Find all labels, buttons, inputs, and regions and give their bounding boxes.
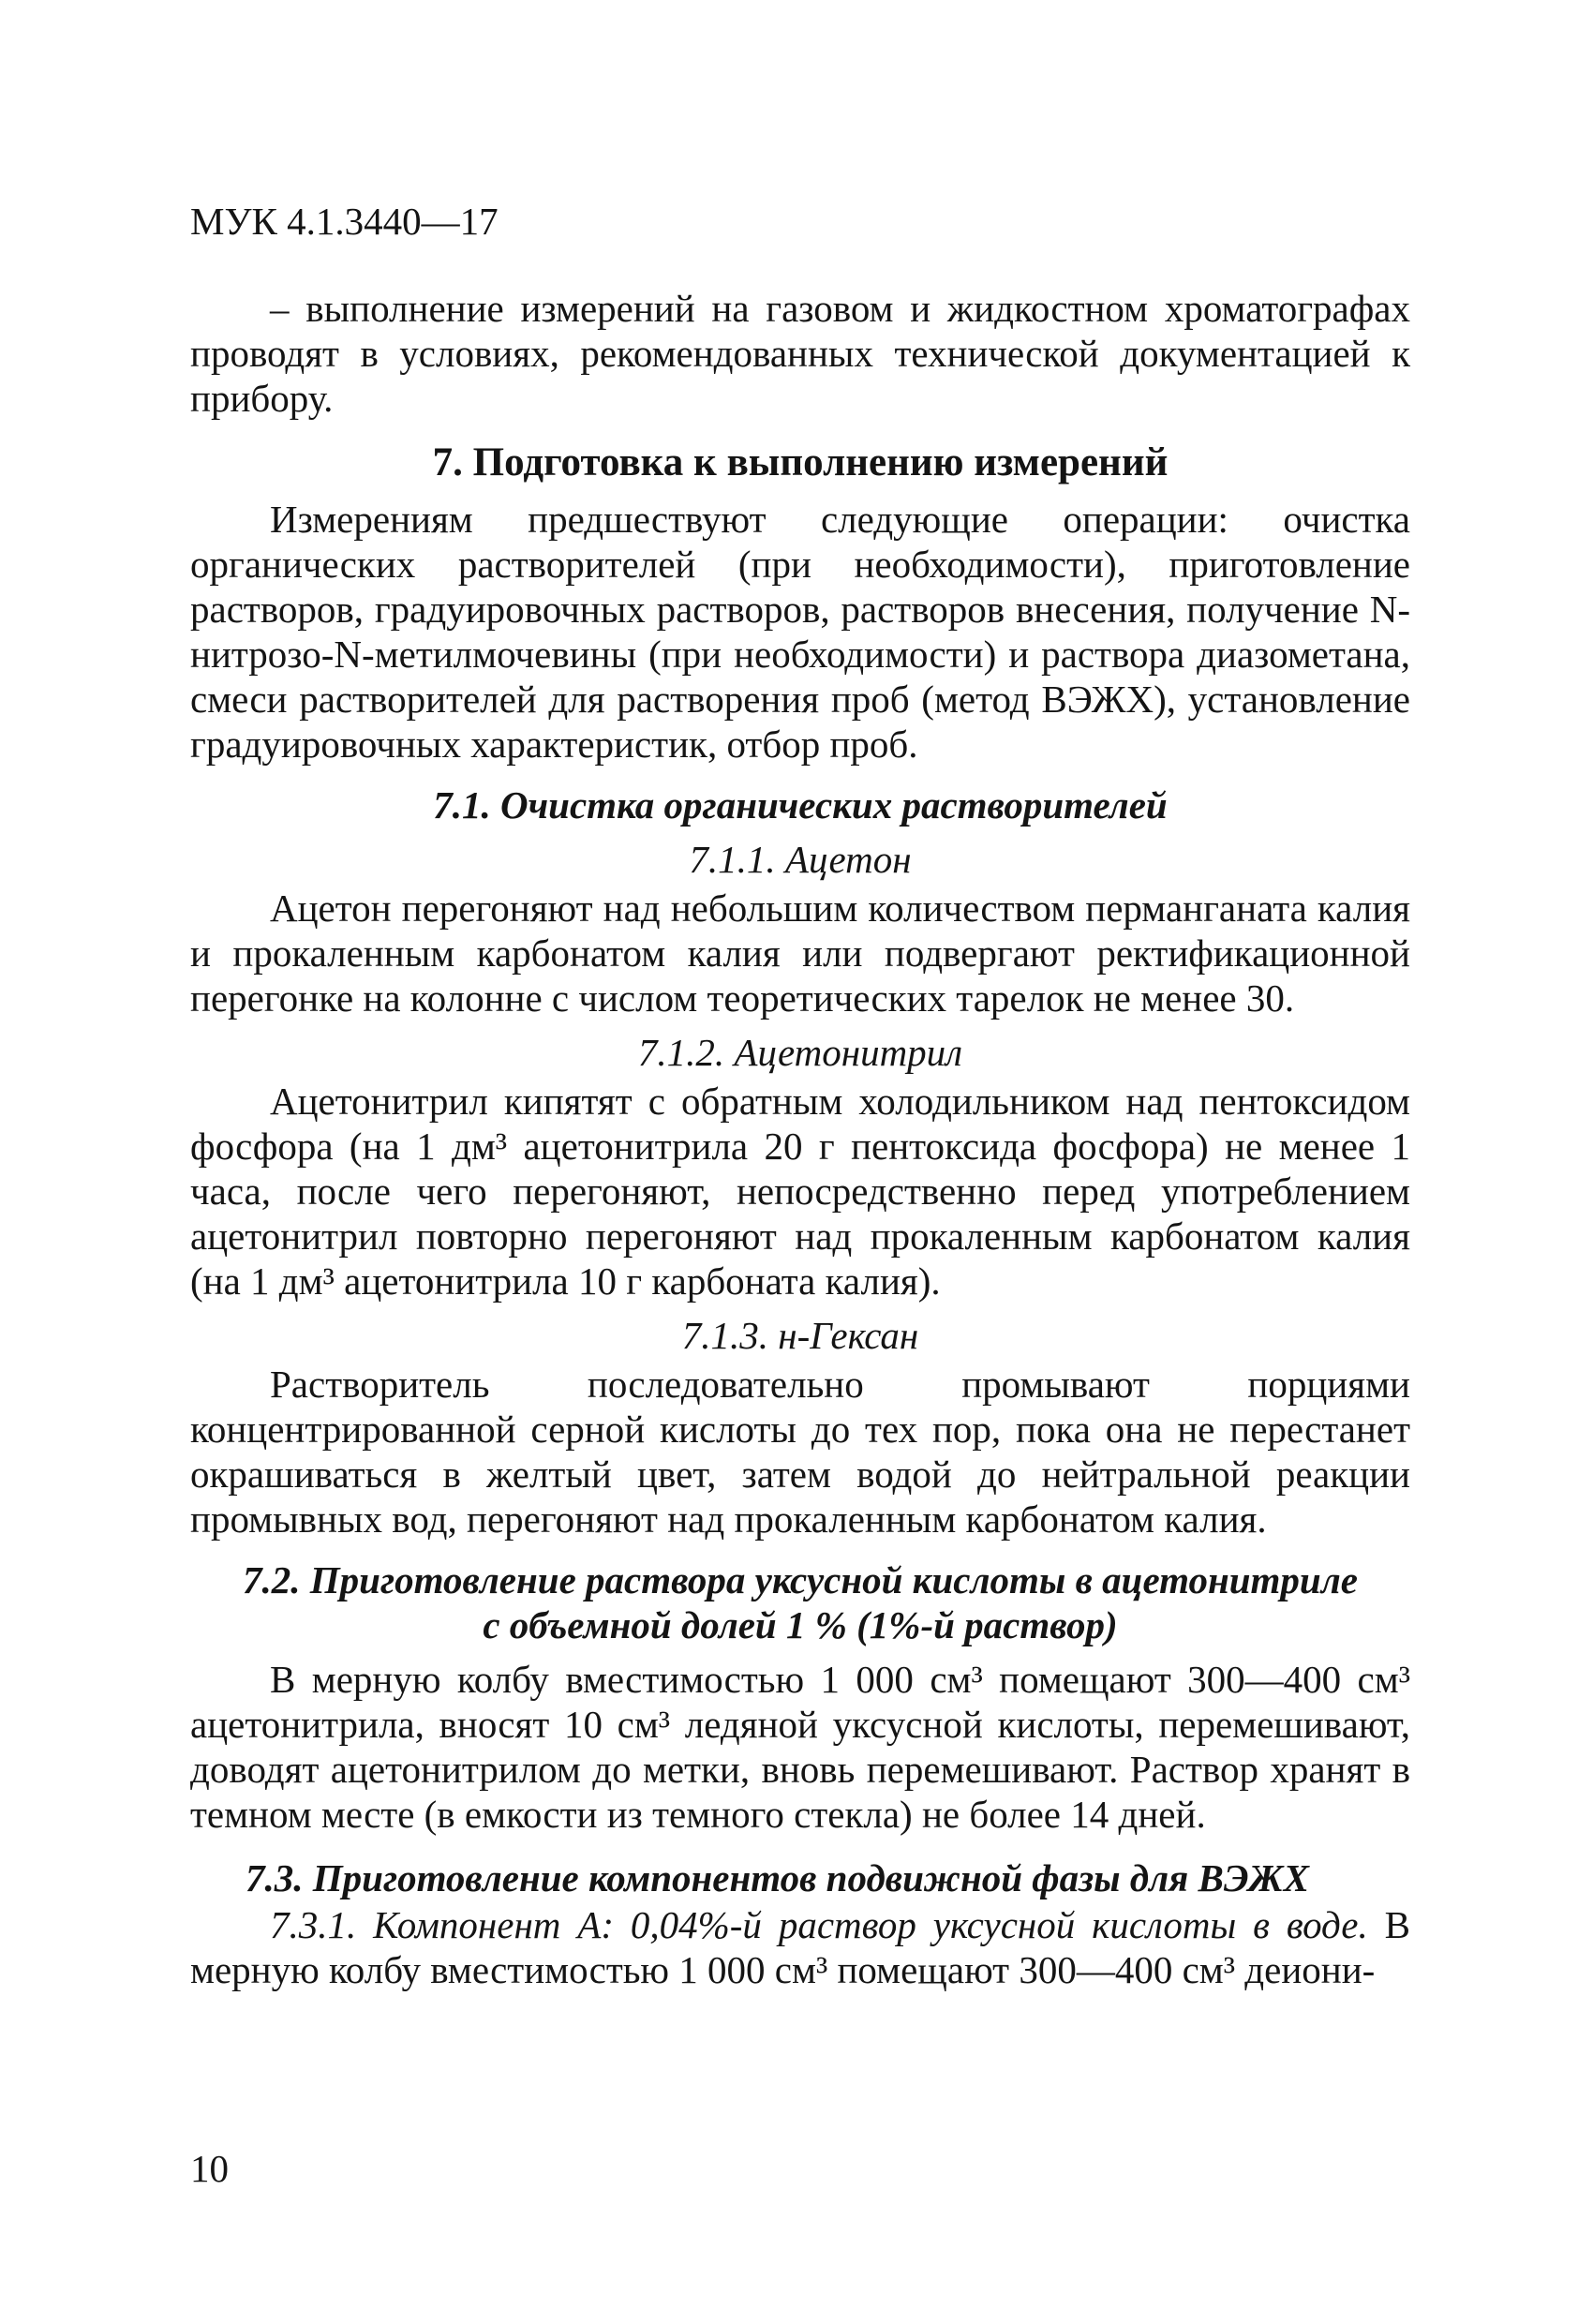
section-7-2-heading (190, 1557, 1410, 1647)
section-7-1-3-heading: 7.1.3. н-Гексан (681, 1314, 919, 1357)
section-7-2-paragraph: В мерную колбу вместимостью 1 000 см³ помещают 300—400 см³ ацетонитрила, вносят 10 см³ ледяной уксусной кислоты, перемешивают, доводят ацетонитрилом до метки, вновь перемешивают. Раствор хранят в темном месте (в емкости из темного стекла) не более 14 дней. (190, 1658, 1410, 1836)
section-7-1-2-paragraph: Ацетонитрил кипятят с обратным холодильником над пентоксидом фосфора (на 1 дм³ ацетонитрила 20 г пентоксида фосфора) не менее 1 часа, после чего перегоняют, непосредственно перед употреблением ацетонитрил повторно перегоняют над прокаленным карбонатом калия (на 1 дм³ ацетонитрила 10 г карбоната калия). (190, 1080, 1410, 1303)
section-7-2-heading-line2: с объемной долей 1 % (1%-й раствор) (483, 1603, 1118, 1646)
section-7-1-heading: 7.1. Очистка органических растворителей (433, 783, 1168, 827)
section-7-2-heading-line1: 7.2. Приготовление раствора уксусной кислоты в ацетонитриле (243, 1558, 1358, 1601)
document-code-header: МУК 4.1.3440—17 (190, 200, 499, 243)
section-7-1-1-heading: 7.1.1. Ацетон (689, 838, 912, 881)
section-7-1-3-paragraph: Растворитель последовательно промывают порциями концентрированной серной кислоты до тех пор, пока она не перестанет окрашиваться в желтый цвет, затем водой до нейтральной реакции промывных вод, перегоняют над прокаленным карбонатом калия. (190, 1363, 1410, 1541)
section-7-3-1-text: В мерную колбу вместимостью 1 000 см³ помещают 300—400 см³ деиони- (190, 1903, 1410, 1991)
section-7-heading: 7. Подготовка к выполнению измерений (432, 440, 1169, 484)
section-7-3-1-label: 7.3.1. Компонент А: 0,04%-й раствор уксусной кислоты в воде. (270, 1903, 1368, 1946)
section-7-1-1-paragraph: Ацетон перегоняют над небольшим количеством перманганата калия и прокаленным карбонатом калия или подвергают ректификационной перегонке на колонне с числом теоретических тарелок не менее 30. (190, 886, 1410, 1020)
intro-paragraph: – выполнение измерений на газовом и жидкостном хроматографах проводят в условиях, рекомендованных технической документацией к прибору. (190, 287, 1410, 420)
page-number: 10 (190, 2147, 229, 2190)
section-7-3-heading: 7.3. Приготовление компонентов подвижной фазы для ВЭЖХ (246, 1856, 1310, 1899)
page-content (190, 286, 1410, 1992)
section-7-1-2-heading: 7.1.2. Ацетонитрил (637, 1031, 963, 1074)
section-7-3-1-paragraph (190, 1902, 1410, 1992)
section-7-paragraph: Измерениям предшествуют следующие операции: очистка органических растворителей (при необходимости), приготовление растворов, градуировочных растворов, растворов внесения, получение N-нитрозо-N-метилмочевины (при необходимости) и раствора диазометана, смеси растворителей для растворения проб (метод ВЭЖХ), установление градуировочных характеристик, отбор проб. (190, 498, 1410, 766)
